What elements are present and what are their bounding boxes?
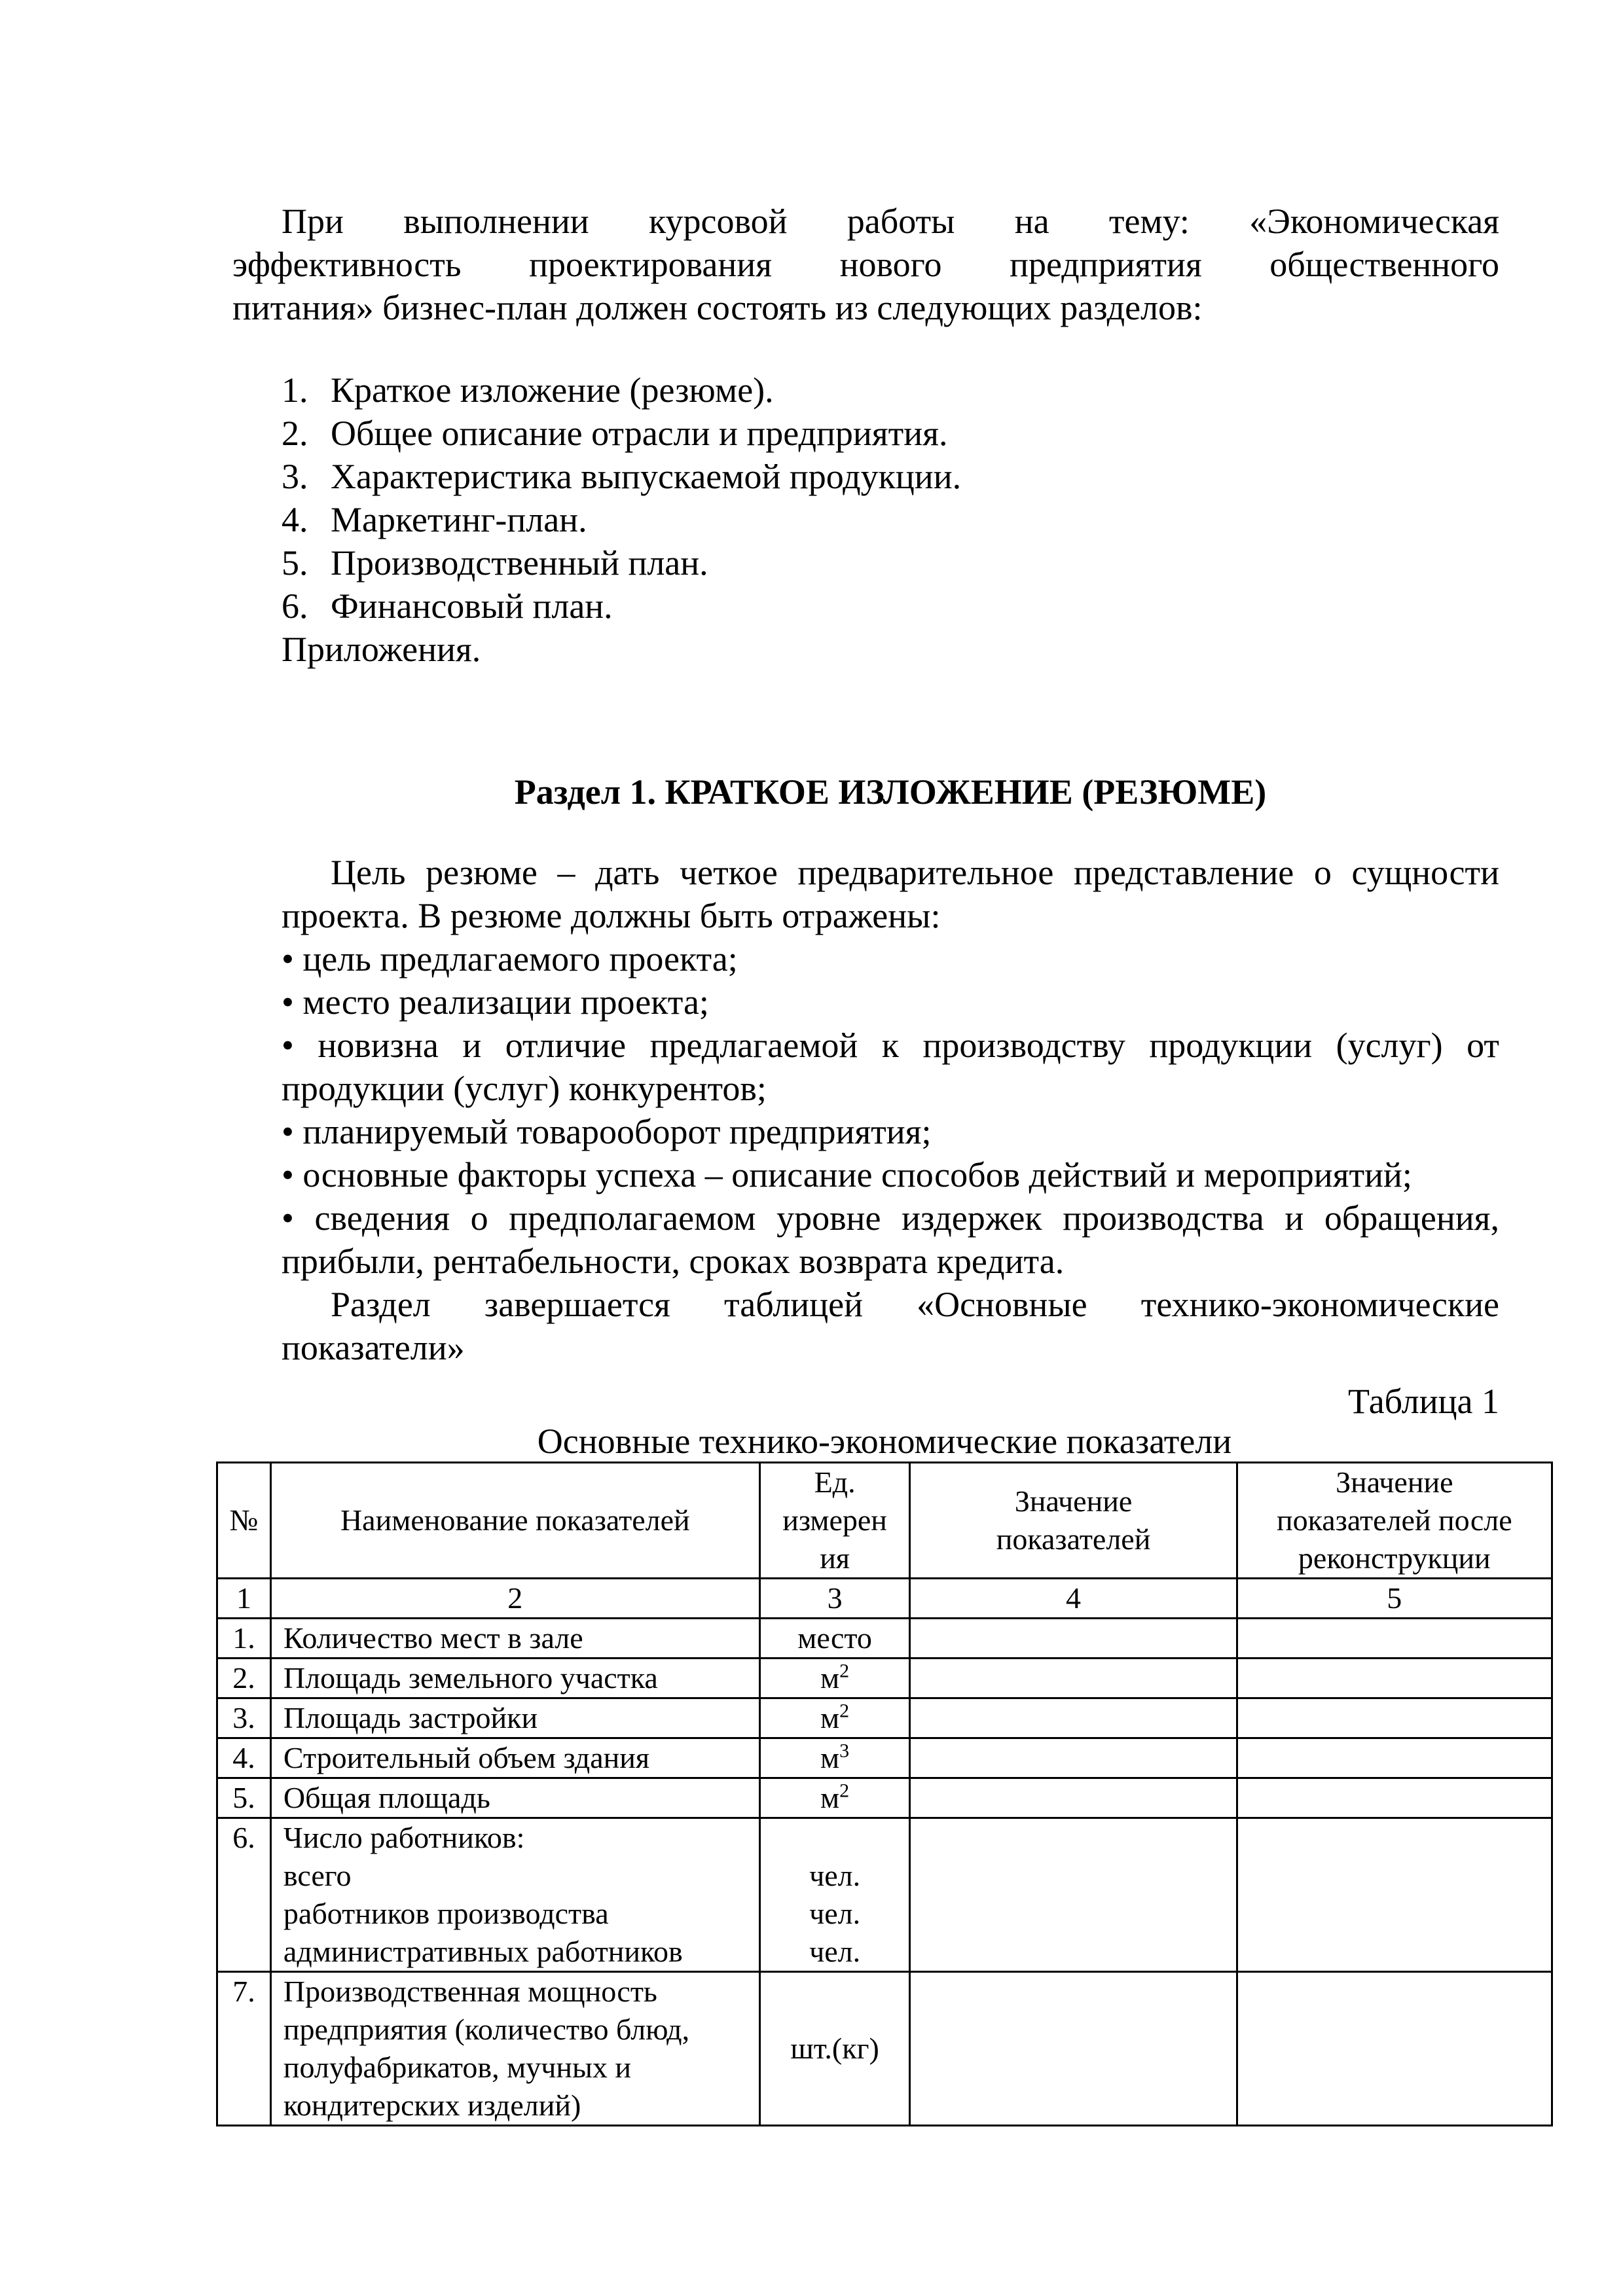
row-value-after: [1237, 1818, 1552, 1972]
header-unit: Ед. измерен ия: [759, 1463, 910, 1579]
row-value: [910, 1659, 1237, 1698]
row-unit: шт.(кг): [759, 1972, 910, 2126]
row-name: Площадь земельного участка: [270, 1659, 759, 1698]
closing-line-1: Раздел завершается таблицей «Основные технико-экономические: [331, 1285, 1499, 1324]
closing-line-2: показатели»: [282, 1328, 465, 1367]
row-number: 2.: [217, 1659, 271, 1698]
row-number: 4.: [217, 1738, 271, 1778]
row-value: [910, 1818, 1237, 1972]
row-value: [910, 1972, 1237, 2126]
list-item: 2. Общее описание отрасли и предприятия.: [282, 414, 948, 453]
row-number: 5.: [217, 1778, 271, 1818]
row-value: [910, 1698, 1237, 1738]
sections-list: [282, 368, 961, 671]
table-row: [217, 1738, 1552, 1778]
row-number: 6.: [217, 1818, 271, 1972]
table-row: [217, 1818, 1552, 1972]
intro-line-3: питания» бизнес-план должен состоять из следующих разделов:: [232, 288, 1203, 327]
list-item: • цель предлагаемого проекта;: [282, 939, 738, 978]
column-number: 5: [1237, 1579, 1552, 1619]
goal-line-1: Цель резюме – дать четкое предварительное представление о сущности: [331, 853, 1499, 892]
header-value-after: Значение показателей после реконструкции: [1237, 1463, 1552, 1579]
table-row: [217, 1619, 1552, 1659]
list-item: 4. Маркетинг-план.: [282, 500, 587, 539]
table-title: Основные технико-экономические показатели: [537, 1422, 1232, 1461]
column-number: 4: [910, 1579, 1237, 1619]
list-item: • сведения о предполагаемом уровне издержек производства и обращения,: [282, 1198, 1499, 1238]
list-item: • основные факторы успеха – описание способов действий и мероприятий;: [282, 1155, 1412, 1194]
row-unit: место: [759, 1619, 910, 1659]
row-value-after: [1237, 1619, 1552, 1659]
row-name: Число работников: всего работников производства административных работников: [270, 1818, 759, 1972]
row-unit: чел. чел. чел.: [759, 1818, 910, 1972]
list-item: 1. Краткое изложение (резюме).: [282, 370, 774, 410]
table-row: [217, 1972, 1552, 2126]
section1-body: [282, 851, 1499, 1369]
table-row: [217, 1778, 1552, 1818]
row-unit: $м^3$: [759, 1738, 910, 1778]
table-row: [217, 1659, 1552, 1698]
table-header-row: [217, 1463, 1552, 1579]
bullet-list: [282, 937, 1499, 1283]
column-number: 2: [270, 1579, 759, 1619]
row-number: 7.: [217, 1972, 271, 2126]
row-number: 3.: [217, 1698, 271, 1738]
row-value-after: [1237, 1972, 1552, 2126]
list-item: • планируемый товарооборот предприятия;: [282, 1112, 932, 1151]
row-number: 1.: [217, 1619, 271, 1659]
row-name: Общая площадь: [270, 1778, 759, 1818]
row-value-after: [1237, 1659, 1552, 1698]
intro-line-2: эффективность проектирования нового предприятия общественного: [232, 245, 1499, 284]
column-number: 3: [759, 1579, 910, 1619]
row-value: [910, 1738, 1237, 1778]
indicators-table: [216, 1462, 1553, 2126]
list-item: • место реализации проекта;: [282, 982, 709, 1022]
row-name: Количество мест в зале: [270, 1619, 759, 1659]
column-number: 1: [217, 1579, 271, 1619]
list-item: продукции (услуг) конкурентов;: [282, 1069, 767, 1108]
section-heading: Раздел 1. КРАТКОЕ ИЗЛОЖЕНИЕ (РЕЗЮМЕ): [514, 772, 1267, 812]
row-name: Строительный объем здания: [270, 1738, 759, 1778]
column-numbers-row: [217, 1579, 1552, 1619]
row-value-after: [1237, 1698, 1552, 1738]
list-item: • новизна и отличие предлагаемой к производству продукции (услуг) от: [282, 1026, 1499, 1065]
row-value-after: [1237, 1778, 1552, 1818]
row-unit: $м^2$: [759, 1698, 910, 1738]
list-item: прибыли, рентабельности, сроках возврата кредита.: [282, 1242, 1065, 1281]
row-value-after: [1237, 1738, 1552, 1778]
list-item: 5. Производственный план.: [282, 543, 708, 583]
row-name: Площадь застройки: [270, 1698, 759, 1738]
header-name: Наименование показателей: [270, 1463, 759, 1579]
row-unit: $м^2$: [759, 1778, 910, 1818]
header-value: Значение показателей: [910, 1463, 1237, 1579]
header-num: №: [217, 1463, 271, 1579]
row-value: [910, 1778, 1237, 1818]
list-item: 6. Финансовый план.: [282, 586, 613, 626]
goal-line-2: проекта. В резюме должны быть отражены:: [282, 896, 941, 935]
intro-paragraph: [232, 200, 1499, 329]
row-value: [910, 1619, 1237, 1659]
list-item: 3. Характеристика выпускаемой продукции.: [282, 457, 962, 496]
table-label: Таблица 1: [1348, 1382, 1499, 1421]
appendices-item: Приложения.: [282, 630, 481, 669]
row-name: Производственная мощность предприятия (количество блюд, полуфабрикатов, мучных и кондитерских изделий): [270, 1972, 759, 2126]
intro-line-1: При выполнении курсовой работы на тему: «Экономическая: [282, 202, 1499, 241]
table-row: [217, 1698, 1552, 1738]
row-unit: $м^2$: [759, 1659, 910, 1698]
